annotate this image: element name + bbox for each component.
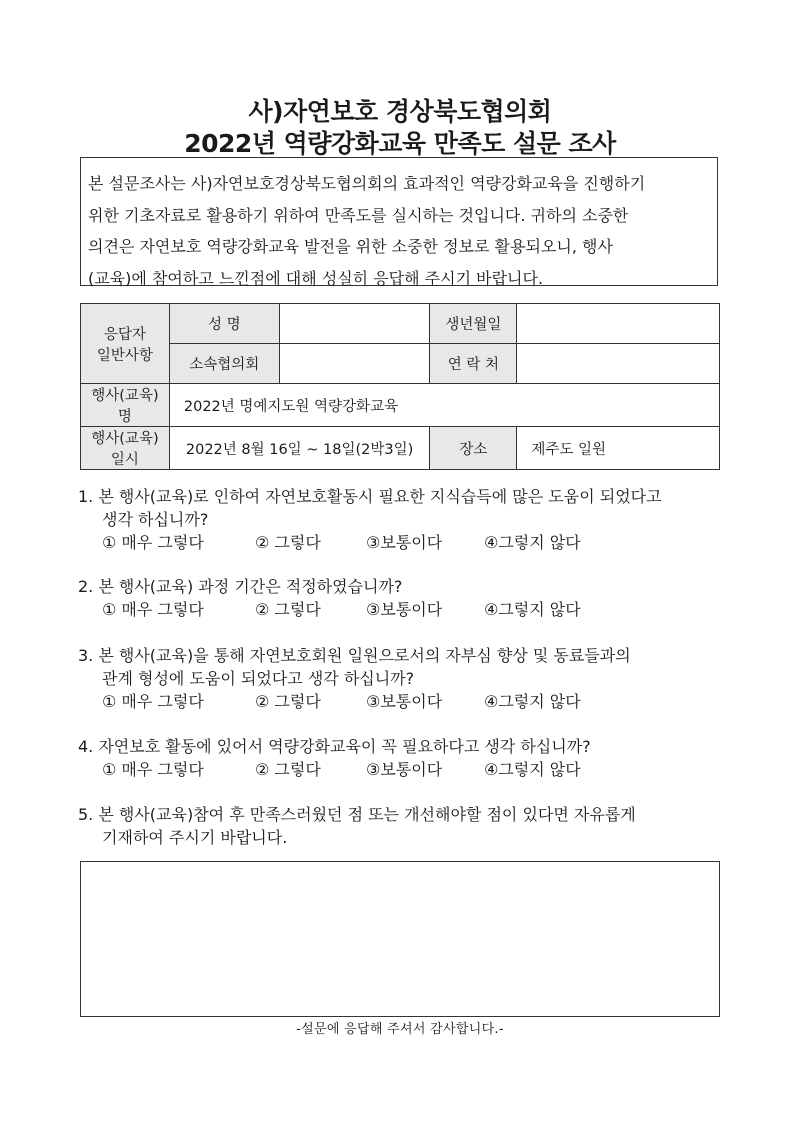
answer-options <box>78 531 662 554</box>
answer-options <box>78 598 581 621</box>
question-text: 3. 본 행사(교육)을 통해 자연보호회원 일원으로서의 자부심 향상 및 동료들과의 <box>78 646 631 665</box>
event-date-value: 2022년 8월 16일 ~ 18일(2박3일) <box>169 427 430 470</box>
option-neutral[interactable]: ③보통이다 <box>366 533 443 552</box>
association-label: 소속협의회 <box>169 344 279 384</box>
name-field[interactable] <box>279 304 430 344</box>
option-agree[interactable]: ② 그렇다 <box>255 600 321 619</box>
intro-line: 본 설문조사는 사)자연보호경상북도협의회의 효과적인 역량강화교육을 진행하기 <box>88 174 646 193</box>
contact-field[interactable] <box>517 344 720 384</box>
place-label: 장소 <box>430 427 517 470</box>
option-disagree[interactable]: ④그렇지 않다 <box>484 600 581 619</box>
option-very-agree[interactable]: ① 매우 그렇다 <box>102 600 204 619</box>
birth-date-field[interactable] <box>517 304 720 344</box>
option-disagree[interactable]: ④그렇지 않다 <box>484 533 581 552</box>
name-label: 성 명 <box>169 304 279 344</box>
question-text: 5. 본 행사(교육)참여 후 만족스러웠던 점 또는 개선해야할 점이 있다면 자유롭게 <box>78 805 636 824</box>
place-value: 제주도 일원 <box>517 427 720 470</box>
option-neutral[interactable]: ③보통이다 <box>366 692 443 711</box>
question-text: 2. 본 행사(교육) 과정 기간은 적정하였습니까? <box>78 577 403 596</box>
event-name-value: 2022년 명예지도원 역량강화교육 <box>169 384 719 427</box>
option-very-agree[interactable]: ① 매우 그렇다 <box>102 692 204 711</box>
option-neutral[interactable]: ③보통이다 <box>366 760 443 779</box>
option-agree[interactable]: ② 그렇다 <box>255 533 321 552</box>
question-text: 1. 본 행사(교육)로 인하여 자연보호활동시 필요한 지식습득에 많은 도움이 되었다고 <box>78 487 662 506</box>
question-text: 4. 자연보호 활동에 있어서 역량강화교육이 꼭 필요하다고 생각 하십니까? <box>78 737 591 756</box>
respondent-label-line2: 일반사항 <box>96 347 153 364</box>
option-disagree[interactable]: ④그렇지 않다 <box>484 760 581 779</box>
document-title-line2: 2022년 역량강화교육 만족도 설문 조사 <box>184 129 616 158</box>
option-very-agree[interactable]: ① 매우 그렇다 <box>102 533 204 552</box>
respondent-label-line1: 응답자 <box>103 326 146 343</box>
contact-label: 연 락 처 <box>430 344 517 384</box>
free-response-box[interactable] <box>80 861 720 1017</box>
question-2 <box>78 575 581 621</box>
document-title-line1: 사)자연보호 경상북도협의회 <box>248 97 552 126</box>
answer-options <box>78 758 591 781</box>
birth-date-label: 생년월일 <box>430 304 517 344</box>
option-agree[interactable]: ② 그렇다 <box>255 760 321 779</box>
question-1 <box>78 485 662 554</box>
question-3 <box>78 644 631 713</box>
intro-box <box>80 157 718 286</box>
association-field[interactable] <box>279 344 430 384</box>
event-name-label: 행사(교육)명 <box>81 384 170 427</box>
question-text: 관계 형성에 도움이 되었다고 생각 하십니까? <box>102 669 415 688</box>
respondent-general-label <box>81 304 170 384</box>
question-4 <box>78 735 591 781</box>
intro-line: 위한 기초자료로 활용하기 위하여 만족도를 실시하는 것입니다. 귀하의 소중한 <box>88 205 629 225</box>
intro-line: (교육)에 참여하고 느낀점에 대해 성실히 응답해 주시기 바랍니다. <box>88 268 544 288</box>
question-5 <box>78 803 636 849</box>
answer-options <box>78 690 631 713</box>
option-disagree[interactable]: ④그렇지 않다 <box>484 692 581 711</box>
respondent-info-table <box>80 303 720 470</box>
intro-line: 의견은 자연보호 역량강화교육 발전을 위한 소중한 정보로 활용되오니, 행사 <box>88 237 613 256</box>
question-text: 생각 하십니까? <box>102 510 209 529</box>
option-very-agree[interactable]: ① 매우 그렇다 <box>102 760 204 779</box>
option-agree[interactable]: ② 그렇다 <box>255 692 321 711</box>
option-neutral[interactable]: ③보통이다 <box>366 600 443 619</box>
question-text: 기재하여 주시기 바랍니다. <box>102 828 288 847</box>
closing-message: -설문에 응답해 주셔서 감사합니다.- <box>296 1022 504 1037</box>
event-date-label: 행사(교육)일시 <box>81 427 170 470</box>
